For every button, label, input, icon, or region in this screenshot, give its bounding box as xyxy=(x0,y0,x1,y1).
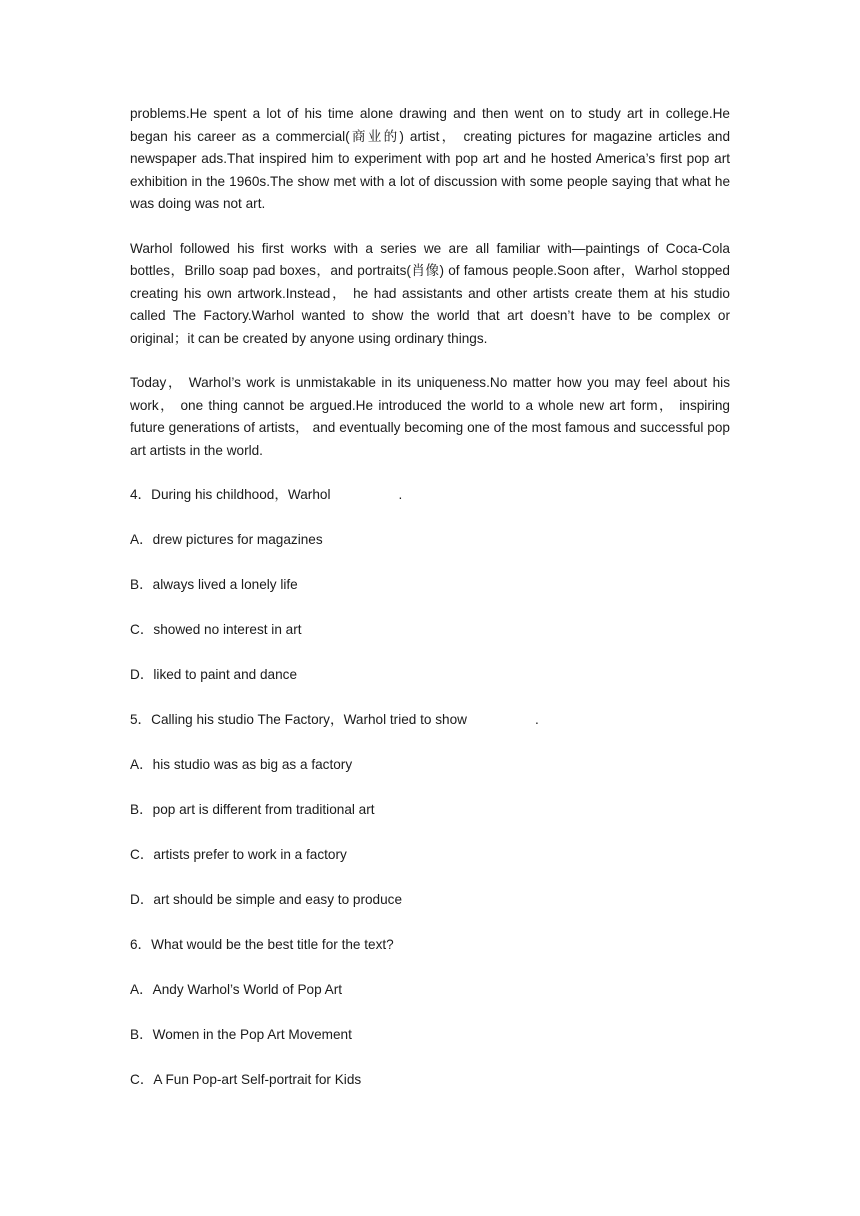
question-5-option-d: D．art should be simple and easy to produce xyxy=(130,892,403,907)
question-6-option-c: C．A Fun Pop-art Self-portrait for Kids xyxy=(130,1072,362,1087)
passage-paragraph-2: Warhol followed his first works with a series we are all familiar with—paintings of Coca-Cola bottles，Brillo soap pad boxes，and portraits(肖像) of famous people.Soon after，Warhol stopped creating his own artwork.Instead， he had assistants and other artists create them at his studio called The Factory.Warhol wanted to show the world that art doesn’t have to be complex or original；it can be created by anyone using ordinary things. xyxy=(130,240,730,346)
question-4-option-d: D．liked to paint and dance xyxy=(130,667,298,682)
question-5-option-a: A．his studio was as big as a factory xyxy=(130,757,353,772)
question-6-option-b: B．Women in the Pop Art Movement xyxy=(130,1027,352,1042)
question-list xyxy=(130,484,730,1092)
question-5-period: . xyxy=(534,712,539,727)
question-6-stem: 6．What would be the best title for the text? xyxy=(130,937,394,952)
question-5-stem xyxy=(130,709,730,732)
passage-paragraph-3: Today， Warhol’s work is unmistakable in its uniqueness.No matter how you may feel about his work， one thing cannot be argued.He introduced the world to a whole new art form， inspiring future generations of artists， and eventually becoming one of the most famous and successful pop art artists in the world. xyxy=(130,375,730,458)
question-4-period: . xyxy=(398,487,403,502)
question-5-option-b: B．pop art is different from traditional art xyxy=(130,802,375,817)
question-4-stem xyxy=(130,484,730,507)
question-4-text: 4．During his childhood，Warhol xyxy=(130,487,331,502)
question-5-option-c: C．artists prefer to work in a factory xyxy=(130,847,347,862)
document-page xyxy=(130,103,730,1092)
question-4-option-c: C．showed no interest in art xyxy=(130,622,302,637)
question-4-option-a: A．drew pictures for magazines xyxy=(130,532,323,547)
question-5-text: 5．Calling his studio The Factory，Warhol tried to show xyxy=(130,712,467,727)
question-6-option-a: A．Andy Warhol’s World of Pop Art xyxy=(130,982,343,997)
question-4-option-b: B．always lived a lonely life xyxy=(130,577,298,592)
passage-paragraph-1: problems.He spent a lot of his time alone drawing and then went on to study art in college.He began his career as a commercial(商业的) artist， creating pictures for magazine articles and newspaper ads.That inspired him to experiment with pop art and he hosted America’s first pop art exhibition in the 1960s.The show met with a lot of discussion with some people saying that what he was doing was not art. xyxy=(130,106,730,211)
